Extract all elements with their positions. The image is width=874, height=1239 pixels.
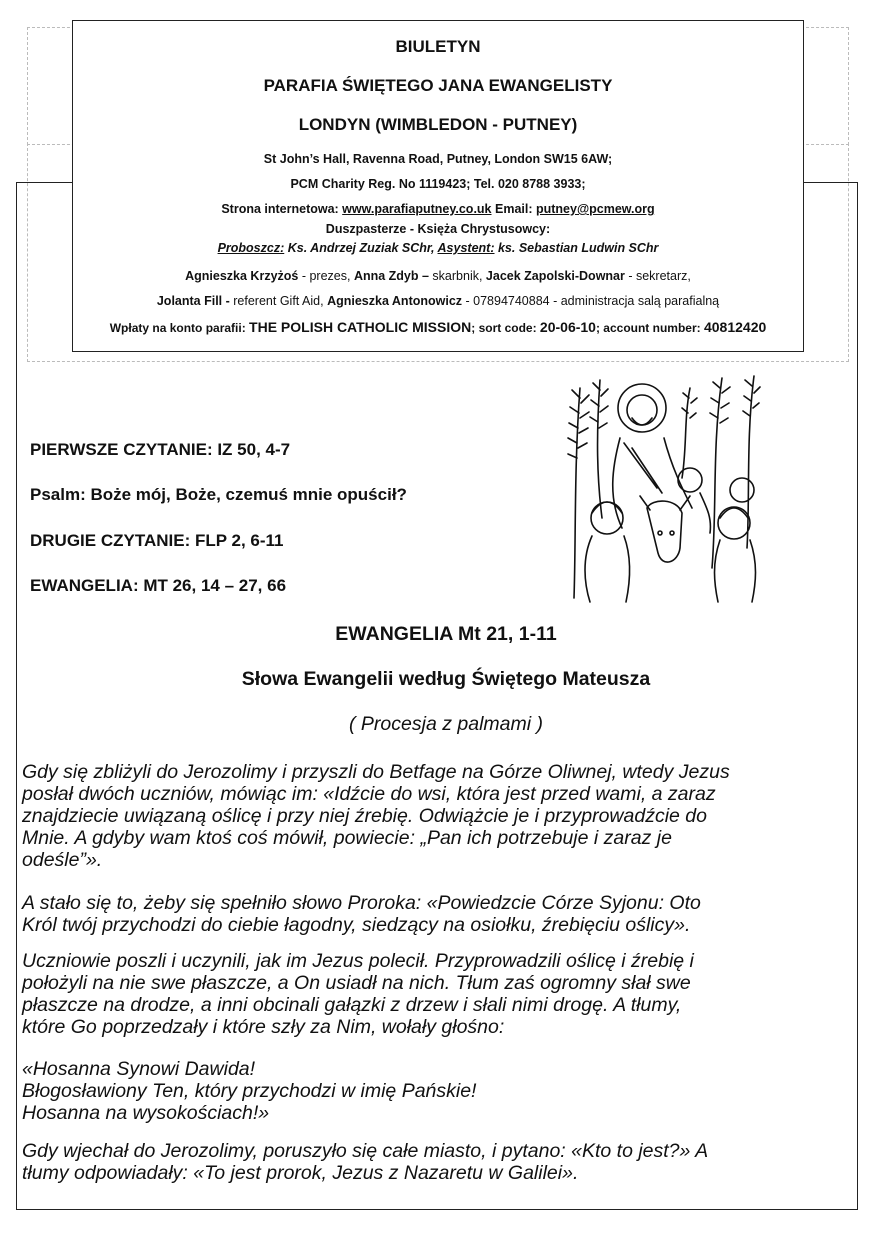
palm-sunday-illustration <box>562 368 762 604</box>
text-line: Gdy wjechał do Jerozolimy, poruszyło się całe miasto, i pytano: «Kto to jest?» A <box>22 1140 709 1162</box>
email-link[interactable]: putney@pcmew.org <box>535 202 655 216</box>
text-line: odeśle”». <box>22 849 103 871</box>
text-line: «Hosanna Synowi Dawida! <box>22 1058 256 1080</box>
address-line: St John’s Hall, Ravenna Road, Putney, London SW15 6AW; <box>263 152 613 166</box>
account-number: 40812420 <box>703 319 767 335</box>
council-secretary: Jacek Zapolski-Downar <box>485 269 625 283</box>
text-line: Hosanna na wysokościach!» <box>22 1102 270 1124</box>
bulletin-title: BIULETYN <box>395 37 481 56</box>
parish-name: PARAFIA ŚWIĘTEGO JANA EWANGELISTY <box>263 76 613 95</box>
bulletin-header <box>72 20 804 352</box>
council-hall-admin: Agnieszka Antonowicz <box>327 294 463 308</box>
text-line: Uczniowie poszli i uczynili, jak im Jezus polecił. Przyprowadzili oślicę i źrebię i <box>22 950 694 972</box>
text-line: posłał dwóch uczniów, mówiąc im: «Idźcie do wsi, która jest przed wami, a zaraz <box>22 783 716 805</box>
council-president: Agnieszka Krzyżoś <box>185 269 299 283</box>
sort-code: 20-06-10 <box>539 319 596 335</box>
charity-line: PCM Charity Reg. No 1119423; Tel. 020 8788 3933; <box>290 177 586 191</box>
text-line: położyli na nie swe płaszcze, a On usiadł na nich. Tłum zaś ogromny słał swe <box>22 972 691 994</box>
council-line-2 <box>73 294 803 308</box>
gospel-paragraph-2 <box>22 892 832 936</box>
web-label: Strona internetowa: <box>221 202 343 216</box>
text-line: które Go poprzedzały i które szły za Nim, wołały głośno: <box>22 1016 505 1038</box>
text-line: płaszcze na drodze, a inni obcinali gałązki z drzew i słali nimi drogę. A tłumy, <box>22 994 682 1016</box>
gospel-note: ( Procesja z palmami ) <box>349 713 543 735</box>
website-link[interactable]: www.parafiaputney.co.uk <box>342 202 492 216</box>
bank-label: Wpłaty na konto parafii: <box>109 321 250 335</box>
pastors-line <box>73 241 803 255</box>
asystent-name: ks. Sebastian Ludwin SChr <box>494 241 659 255</box>
council-secretary-role: - sekretarz, <box>624 269 691 283</box>
council-hall-admin-role: - 07894740884 - administracja salą parafialną <box>462 294 720 308</box>
text-line: Błogosławiony Ten, który przychodzi w imię Pańskie! <box>22 1080 477 1102</box>
text-line: tłumy odpowiadały: «To jest prorok, Jezus z Nazaretu w Galilei». <box>22 1162 579 1184</box>
email-label: Email: <box>491 202 536 216</box>
text-line: A stało się to, żeby się spełniło słowo Proroka: «Powiedzcie Córze Syjonu: Oto <box>22 892 701 914</box>
gospel-paragraph-4 <box>22 1058 832 1124</box>
sort-code-label: ; sort code: <box>471 321 540 335</box>
council-giftaid-role: referent Gift Aid, <box>229 294 328 308</box>
text-line: Król twój przychodzi do ciebie łagodny, siedzący na osiołku, źrebięciu oślicy». <box>22 914 691 936</box>
council-treasurer-role: skarbnik, <box>428 269 486 283</box>
bank-line <box>73 319 803 335</box>
proboszcz-label: Proboszcz: <box>217 241 285 255</box>
reading-first: PIERWSZE CZYTANIE: IZ 50, 4-7 <box>30 440 291 459</box>
parish-location: LONDYN (WIMBLEDON - PUTNEY) <box>298 115 578 134</box>
gospel-paragraph-1 <box>22 761 832 871</box>
gospel-paragraph-5 <box>22 1140 832 1184</box>
asystent-label: Asystent: <box>437 241 495 255</box>
reading-gospel: EWANGELIA: MT 26, 14 – 27, 66 <box>30 576 287 595</box>
council-president-role: - prezes, <box>298 269 354 283</box>
reading-second: DRUGIE CZYTANIE: FLP 2, 6-11 <box>30 531 284 550</box>
pastors-title: Duszpasterze - Księża Chrystusowcy: <box>325 222 551 236</box>
text-line: Mnie. A gdyby wam ktoś coś mówił, powiecie: „Pan ich potrzebuje i zaraz je <box>22 827 672 849</box>
bank-account-name: THE POLISH CATHOLIC MISSION <box>249 319 472 335</box>
gospel-title: EWANGELIA Mt 21, 1-11 <box>335 623 557 645</box>
council-line-1 <box>73 269 803 283</box>
text-line: znajdziecie uwiązaną oślicę i przy niej źrebię. Odwiążcie je i przyprowadźcie do <box>22 805 707 827</box>
text-line: Gdy się zbliżyli do Jerozolimy i przyszli do Betfage na Górze Oliwnej, wtedy Jezus <box>22 761 730 783</box>
proboszcz-name: Ks. Andrzej Zuziak SChr, <box>284 241 438 255</box>
council-giftaid: Jolanta Fill - <box>156 294 230 308</box>
gospel-paragraph-3 <box>22 950 832 1038</box>
gospel-subtitle: Słowa Ewangelii według Świętego Mateusza <box>241 668 651 690</box>
contact-line <box>73 202 803 216</box>
reading-psalm: Psalm: Boże mój, Boże, czemuś mnie opuścił? <box>30 485 407 504</box>
account-number-label: ; account number: <box>595 321 704 335</box>
council-treasurer: Anna Zdyb – <box>353 269 429 283</box>
